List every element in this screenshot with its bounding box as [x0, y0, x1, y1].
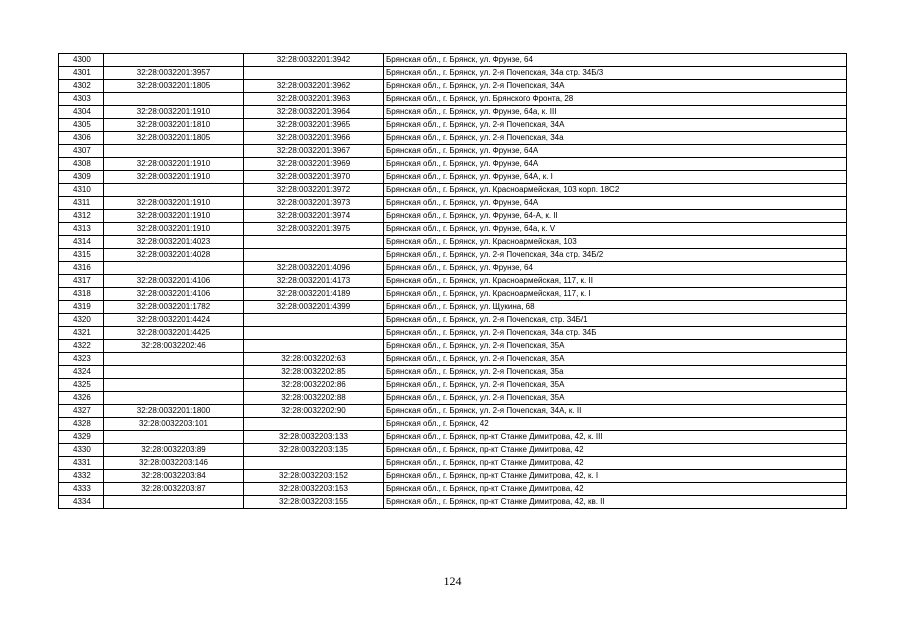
- object-number-cell: 32:28:0032201:3962: [244, 80, 384, 93]
- row-number-cell: 4327: [59, 405, 104, 418]
- table-row: [59, 340, 847, 353]
- row-number-cell: 4300: [59, 54, 104, 67]
- object-number-cell: [244, 457, 384, 470]
- address-cell: Брянская обл., г. Брянск, ул. 2-я Почепская, 35А: [384, 340, 847, 353]
- row-number-cell: 4328: [59, 418, 104, 431]
- object-number-cell: [244, 314, 384, 327]
- row-number-cell: 4333: [59, 483, 104, 496]
- address-cell: Брянская обл., г. Брянск, ул. Красноармейская, 117, к. I: [384, 288, 847, 301]
- object-number-cell: 32:28:0032201:4096: [244, 262, 384, 275]
- address-cell: Брянская обл., г. Брянск, ул. Брянского Фронта, 28: [384, 93, 847, 106]
- object-number-cell: 32:28:0032202:86: [244, 379, 384, 392]
- address-cell: Брянская обл., г. Брянск, ул. Фрунзе, 64А: [384, 145, 847, 158]
- row-number-cell: 4301: [59, 67, 104, 80]
- object-number-cell: 32:28:0032201:3973: [244, 197, 384, 210]
- address-cell: Брянская обл., г. Брянск, ул. Красноармейская, 117, к. II: [384, 275, 847, 288]
- object-number-cell: 32:28:0032203:133: [244, 431, 384, 444]
- address-cell: Брянская обл., г. Брянск, 42: [384, 418, 847, 431]
- object-number-cell: 32:28:0032201:3974: [244, 210, 384, 223]
- row-number-cell: 4313: [59, 223, 104, 236]
- table-row: [59, 158, 847, 171]
- cadastral-number-cell: [104, 431, 244, 444]
- object-number-cell: 32:28:0032201:4189: [244, 288, 384, 301]
- address-cell: Брянская обл., г. Брянск, ул. Фрунзе, 64: [384, 262, 847, 275]
- object-number-cell: 32:28:0032203:152: [244, 470, 384, 483]
- table-row: [59, 496, 847, 509]
- cadastral-number-cell: [104, 392, 244, 405]
- row-number-cell: 4332: [59, 470, 104, 483]
- table-row: [59, 171, 847, 184]
- cadastral-number-cell: 32:28:0032201:1800: [104, 405, 244, 418]
- row-number-cell: 4303: [59, 93, 104, 106]
- object-number-cell: 32:28:0032201:4399: [244, 301, 384, 314]
- table-row: [59, 301, 847, 314]
- address-cell: Брянская обл., г. Брянск, ул. Фрунзе, 64а, к. III: [384, 106, 847, 119]
- row-number-cell: 4308: [59, 158, 104, 171]
- table-row: [59, 379, 847, 392]
- row-number-cell: 4322: [59, 340, 104, 353]
- row-number-cell: 4323: [59, 353, 104, 366]
- row-number-cell: 4324: [59, 366, 104, 379]
- address-cell: Брянская обл., г. Брянск, ул. 2-я Почепская, 34А, к. II: [384, 405, 847, 418]
- row-number-cell: 4309: [59, 171, 104, 184]
- address-cell: Брянская обл., г. Брянск, пр-кт Станке Димитрова, 42, кв. II: [384, 496, 847, 509]
- address-cell: Брянская обл., г. Брянск, ул. 2-я Почепская, 35А: [384, 392, 847, 405]
- cadastral-number-cell: 32:28:0032201:3957: [104, 67, 244, 80]
- object-number-cell: 32:28:0032201:3967: [244, 145, 384, 158]
- row-number-cell: 4325: [59, 379, 104, 392]
- row-number-cell: 4306: [59, 132, 104, 145]
- cadastral-number-cell: 32:28:0032201:4023: [104, 236, 244, 249]
- address-cell: Брянская обл., г. Брянск, ул. Красноармейская, 103 корп. 18С2: [384, 184, 847, 197]
- cadastral-number-cell: 32:28:0032201:4028: [104, 249, 244, 262]
- object-number-cell: [244, 418, 384, 431]
- cadastral-number-cell: 32:28:0032201:4106: [104, 275, 244, 288]
- cadastral-number-cell: 32:28:0032201:1782: [104, 301, 244, 314]
- row-number-cell: 4331: [59, 457, 104, 470]
- address-cell: Брянская обл., г. Брянск, ул. 2-я Почепская, 35а: [384, 366, 847, 379]
- cadastral-number-cell: [104, 145, 244, 158]
- table-row: [59, 405, 847, 418]
- cadastral-number-cell: 32:28:0032201:1910: [104, 106, 244, 119]
- row-number-cell: 4321: [59, 327, 104, 340]
- table-row: [59, 288, 847, 301]
- address-cell: Брянская обл., г. Брянск, ул. 2-я Почепская, 35А: [384, 353, 847, 366]
- object-number-cell: 32:28:0032202:88: [244, 392, 384, 405]
- address-cell: Брянская обл., г. Брянск, ул. 2-я Почепская, стр. 34Б/1: [384, 314, 847, 327]
- object-number-cell: [244, 249, 384, 262]
- address-cell: Брянская обл., г. Брянск, пр-кт Станке Димитрова, 42: [384, 444, 847, 457]
- table-row: [59, 418, 847, 431]
- table-row: [59, 366, 847, 379]
- object-number-cell: 32:28:0032201:3942: [244, 54, 384, 67]
- table-row: [59, 457, 847, 470]
- cadastral-number-cell: 32:28:0032201:1910: [104, 171, 244, 184]
- table-row: [59, 314, 847, 327]
- page-number: 124: [443, 574, 462, 588]
- table-row: [59, 223, 847, 236]
- row-number-cell: 4304: [59, 106, 104, 119]
- row-number-cell: 4311: [59, 197, 104, 210]
- address-cell: Брянская обл., г. Брянск, ул. Фрунзе, 64А: [384, 197, 847, 210]
- table-row: [59, 132, 847, 145]
- object-number-cell: 32:28:0032201:3970: [244, 171, 384, 184]
- table-row: [59, 249, 847, 262]
- table-row: [59, 54, 847, 67]
- object-number-cell: 32:28:0032201:3963: [244, 93, 384, 106]
- object-number-cell: [244, 340, 384, 353]
- table-row: [59, 119, 847, 132]
- table-row: [59, 392, 847, 405]
- table-row: [59, 80, 847, 93]
- cadastral-number-cell: [104, 366, 244, 379]
- row-number-cell: 4312: [59, 210, 104, 223]
- cadastral-number-cell: [104, 93, 244, 106]
- address-cell: Брянская обл., г. Брянск, ул. 2-я Почепская, 34а стр. 34Б: [384, 327, 847, 340]
- address-cell: Брянская обл., г. Брянск, ул. Фрунзе, 64-А, к. II: [384, 210, 847, 223]
- table-row: [59, 275, 847, 288]
- address-cell: Брянская обл., г. Брянск, ул. Фрунзе, 64А: [384, 158, 847, 171]
- address-cell: Брянская обл., г. Брянск, ул. Фрунзе, 64а, к. V: [384, 223, 847, 236]
- object-number-cell: 32:28:0032203:153: [244, 483, 384, 496]
- table-body: [59, 54, 847, 509]
- row-number-cell: 4318: [59, 288, 104, 301]
- cadastral-number-cell: 32:28:0032201:1910: [104, 197, 244, 210]
- cadastral-number-cell: 32:28:0032203:89: [104, 444, 244, 457]
- table-row: [59, 431, 847, 444]
- object-number-cell: [244, 236, 384, 249]
- cadastral-number-cell: [104, 262, 244, 275]
- object-number-cell: 32:28:0032202:90: [244, 405, 384, 418]
- row-number-cell: 4315: [59, 249, 104, 262]
- cadastral-number-cell: 32:28:0032201:4424: [104, 314, 244, 327]
- cadastral-number-cell: 32:28:0032201:1805: [104, 132, 244, 145]
- object-number-cell: 32:28:0032201:3965: [244, 119, 384, 132]
- object-number-cell: 32:28:0032201:4173: [244, 275, 384, 288]
- row-number-cell: 4316: [59, 262, 104, 275]
- address-cell: Брянская обл., г. Брянск, ул. 2-я Почепская, 35А: [384, 379, 847, 392]
- address-cell: Брянская обл., г. Брянск, ул. Фрунзе, 64: [384, 54, 847, 67]
- table-row: [59, 93, 847, 106]
- row-number-cell: 4305: [59, 119, 104, 132]
- row-number-cell: 4326: [59, 392, 104, 405]
- table-row: [59, 197, 847, 210]
- cadastral-number-cell: 32:28:0032201:1910: [104, 158, 244, 171]
- address-cell: Брянская обл., г. Брянск, ул. Фрунзе, 64А, к. I: [384, 171, 847, 184]
- table-row: [59, 444, 847, 457]
- address-cell: Брянская обл., г. Брянск, ул. 2-я Почепская, 34А: [384, 119, 847, 132]
- address-cell: Брянская обл., г. Брянск, ул. Щукина, 68: [384, 301, 847, 314]
- cadastral-number-cell: 32:28:0032201:1810: [104, 119, 244, 132]
- object-number-cell: 32:28:0032201:3964: [244, 106, 384, 119]
- cadastral-number-cell: [104, 54, 244, 67]
- table-row: [59, 184, 847, 197]
- table-row: [59, 67, 847, 80]
- table-row: [59, 327, 847, 340]
- cadastral-number-cell: 32:28:0032202:46: [104, 340, 244, 353]
- address-cell: Брянская обл., г. Брянск, пр-кт Станке Димитрова, 42, к. III: [384, 431, 847, 444]
- cadastral-number-cell: 32:28:0032203:146: [104, 457, 244, 470]
- address-cell: Брянская обл., г. Брянск, ул. 2-я Почепская, 34а стр. 34Б/2: [384, 249, 847, 262]
- cadastral-number-cell: 32:28:0032201:4425: [104, 327, 244, 340]
- table-row: [59, 106, 847, 119]
- address-cell: Брянская обл., г. Брянск, ул. 2-я Почепская, 34а стр. 34Б/3: [384, 67, 847, 80]
- cadastral-number-cell: 32:28:0032203:84: [104, 470, 244, 483]
- address-cell: Брянская обл., г. Брянск, пр-кт Станке Димитрова, 42: [384, 457, 847, 470]
- object-number-cell: 32:28:0032201:3972: [244, 184, 384, 197]
- cadastral-number-cell: [104, 353, 244, 366]
- cadastral-table: [58, 53, 847, 509]
- row-number-cell: 4330: [59, 444, 104, 457]
- row-number-cell: 4317: [59, 275, 104, 288]
- row-number-cell: 4320: [59, 314, 104, 327]
- table-row: [59, 262, 847, 275]
- cadastral-number-cell: 32:28:0032201:1910: [104, 223, 244, 236]
- row-number-cell: 4329: [59, 431, 104, 444]
- cadastral-number-cell: [104, 379, 244, 392]
- address-cell: Брянская обл., г. Брянск, пр-кт Станке Димитрова, 42, к. I: [384, 470, 847, 483]
- table-row: [59, 483, 847, 496]
- cadastral-number-cell: 32:28:0032201:1910: [104, 210, 244, 223]
- cadastral-number-cell: [104, 184, 244, 197]
- cadastral-number-cell: 32:28:0032203:87: [104, 483, 244, 496]
- table-row: [59, 145, 847, 158]
- object-number-cell: 32:28:0032202:63: [244, 353, 384, 366]
- address-cell: Брянская обл., г. Брянск, ул. 2-я Почепская, 34А: [384, 80, 847, 93]
- cadastral-number-cell: 32:28:0032201:4106: [104, 288, 244, 301]
- cadastral-number-cell: 32:28:0032203:101: [104, 418, 244, 431]
- table-row: [59, 470, 847, 483]
- row-number-cell: 4307: [59, 145, 104, 158]
- cadastral-number-cell: [104, 496, 244, 509]
- object-number-cell: 32:28:0032201:3966: [244, 132, 384, 145]
- object-number-cell: 32:28:0032201:3969: [244, 158, 384, 171]
- row-number-cell: 4334: [59, 496, 104, 509]
- row-number-cell: 4302: [59, 80, 104, 93]
- address-cell: Брянская обл., г. Брянск, ул. Красноармейская, 103: [384, 236, 847, 249]
- object-number-cell: [244, 327, 384, 340]
- row-number-cell: 4314: [59, 236, 104, 249]
- row-number-cell: 4310: [59, 184, 104, 197]
- cadastral-number-cell: 32:28:0032201:1805: [104, 80, 244, 93]
- object-number-cell: 32:28:0032202:85: [244, 366, 384, 379]
- address-cell: Брянская обл., г. Брянск, ул. 2-я Почепская, 34а: [384, 132, 847, 145]
- address-cell: Брянская обл., г. Брянск, пр-кт Станке Димитрова, 42: [384, 483, 847, 496]
- table-row: [59, 210, 847, 223]
- object-number-cell: [244, 67, 384, 80]
- table-row: [59, 353, 847, 366]
- object-number-cell: 32:28:0032203:135: [244, 444, 384, 457]
- table-row: [59, 236, 847, 249]
- row-number-cell: 4319: [59, 301, 104, 314]
- object-number-cell: 32:28:0032201:3975: [244, 223, 384, 236]
- object-number-cell: 32:28:0032203:155: [244, 496, 384, 509]
